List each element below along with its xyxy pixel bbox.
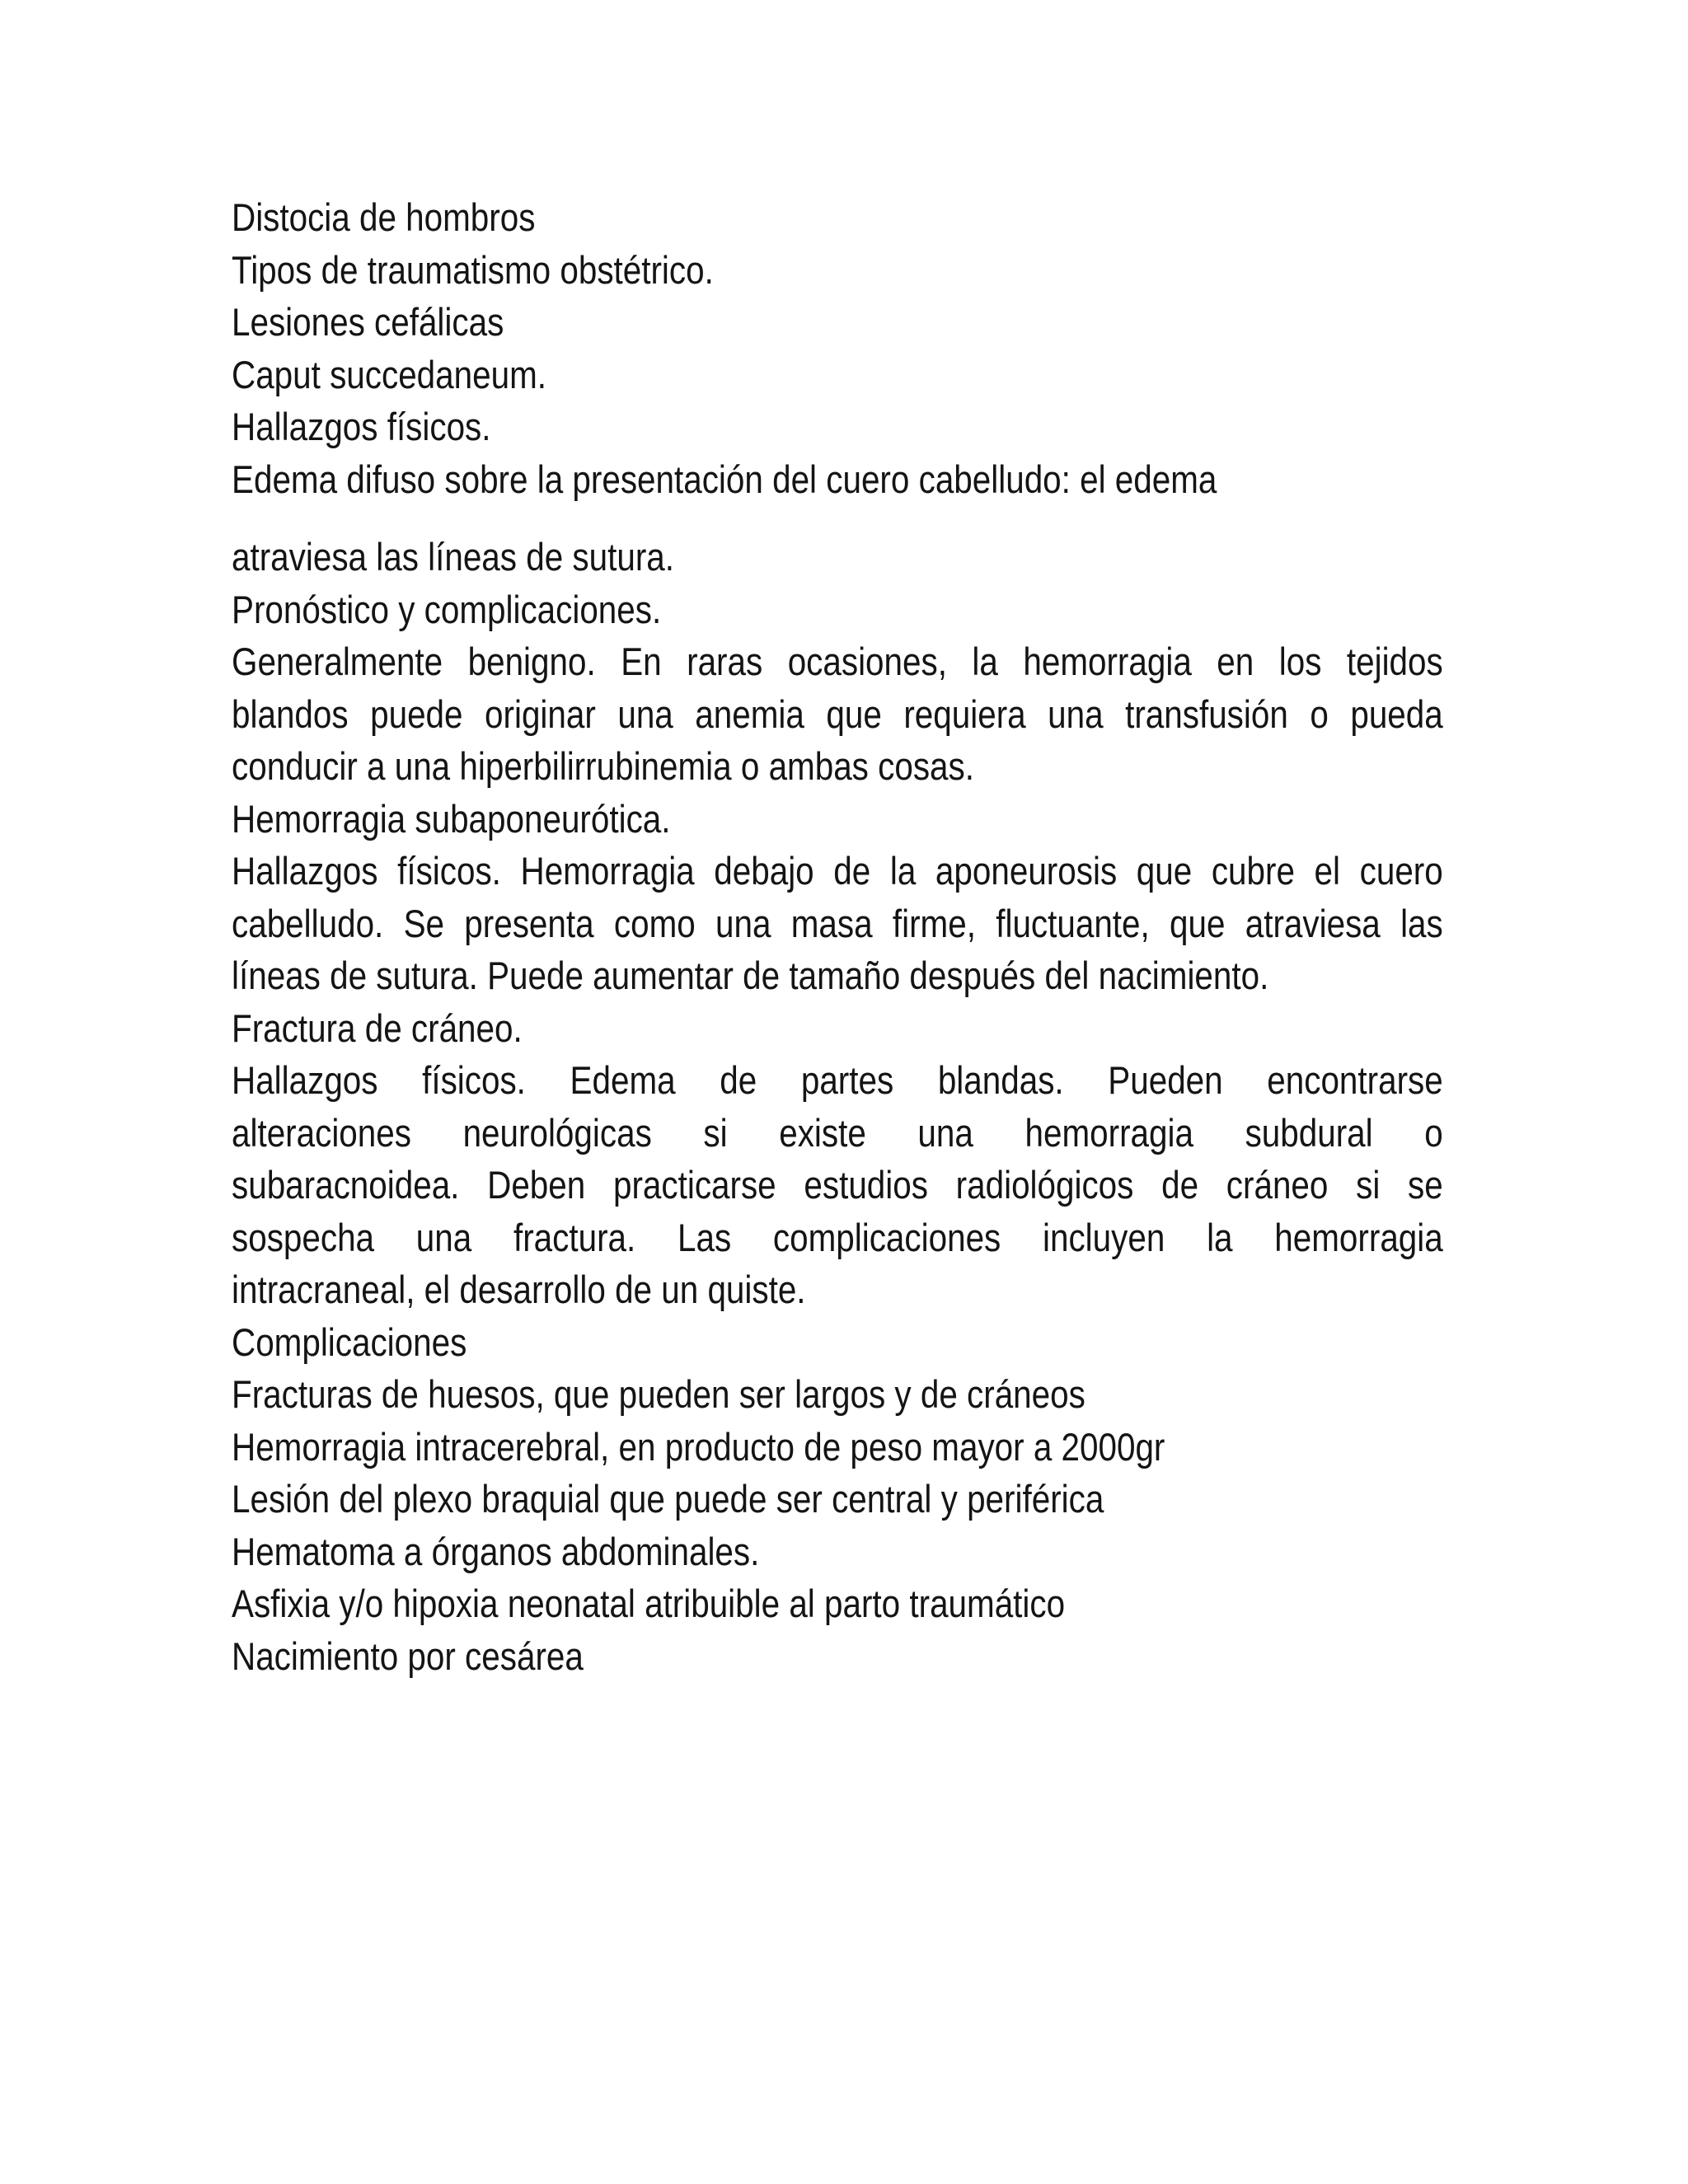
paragraph-line: sospecha una fractura. Las complicaciones incluyen la hemorragia (232, 1215, 1443, 1259)
heading-complicaciones: Complicaciones (232, 1319, 467, 1364)
paragraph-line: cabelludo. Se presenta como una masa firme, fluctuante, que atraviesa las (232, 901, 1443, 945)
list-item: Hemorragia intracerebral, en producto de peso mayor a 2000gr (232, 1424, 1165, 1469)
paragraph-line: alteraciones neurológicas si existe una hemorragia subdural o (232, 1110, 1443, 1155)
paragraph-line: Hallazgos físicos. Edema de partes blandas. Pueden encontrarse (232, 1058, 1443, 1102)
paragraph-line: Generalmente benigno. En raras ocasiones, la hemorragia en los tejidos (232, 640, 1443, 683)
paragraph-line: subaracnoidea. Deben practicarse estudios radiológicos de cráneo si se (232, 1163, 1443, 1207)
text-line: Pronóstico y complicaciones. (232, 587, 662, 631)
paragraph-line: intracraneal, el desarrollo de un quiste. (232, 1268, 806, 1311)
text-line: atraviesa las líneas de sutura. (232, 535, 674, 579)
text-line: Tipos de traumatismo obstétrico. (232, 247, 714, 292)
list-item: Lesión del plexo braquial que puede ser central y periférica (232, 1477, 1104, 1521)
paragraph-line: Hallazgos físicos. Hemorragia debajo de la aponeurosis que cubre el cuero (232, 849, 1443, 893)
paragraph-line: conducir a una hiperbilirrubinemia o ambas cosas. (232, 744, 974, 788)
document-body (232, 191, 1443, 1682)
paragraph-line: blandos puede originar una anemia que requiera una transfusión o pueda (232, 691, 1443, 736)
list-item: Hematoma a órganos abdominales. (232, 1529, 760, 1573)
paragraph-line: líneas de sutura. Puede aumentar de tamaño después del nacimiento. (232, 954, 1269, 997)
paragraph-pronostico (232, 635, 1443, 793)
text-line: Hallazgos físicos. (232, 405, 491, 448)
list-item: Nacimiento por cesárea (232, 1633, 584, 1678)
paragraph-fractura (232, 1054, 1443, 1316)
text-line: Edema difuso sobre la presentación del cuero cabelludo: el edema (232, 457, 1217, 501)
list-item: Fracturas de huesos, que pueden ser largos y de cráneos (232, 1372, 1085, 1416)
paragraph-subaponeurotica (232, 845, 1443, 1002)
text-line: Caput succedaneum. (232, 352, 546, 396)
heading-subaponeurotica: Hemorragia subaponeurótica. (232, 796, 671, 841)
text-line: Lesiones cefálicas (232, 300, 504, 344)
heading-fractura: Fractura de cráneo. (232, 1005, 523, 1050)
text-line: Distocia de hombros (232, 195, 536, 239)
list-item: Asfixia y/o hipoxia neonatal atribuible al parto traumático (232, 1582, 1066, 1625)
